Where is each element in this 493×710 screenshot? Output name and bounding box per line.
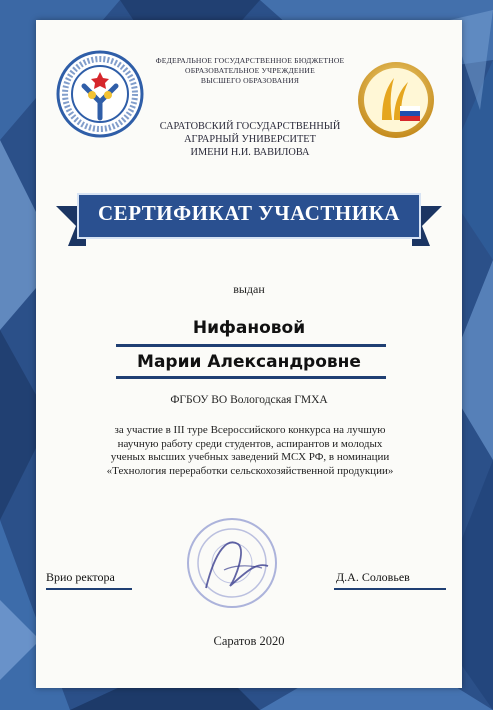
description-line-2: научную работу среди студентов, аспирантов и молодых: [117, 437, 383, 450]
handwritten-signature: [206, 542, 268, 588]
header-line-3: ВЫСШЕГО ОБРАЗОВАНИЯ: [200, 76, 300, 85]
name-underline-1: [116, 344, 386, 347]
name-underline-2: [116, 376, 386, 379]
name-signature-underline: [334, 588, 446, 590]
recipient-organization: ФГБОУ ВО Вологодская ГМХА: [170, 394, 328, 406]
university-line-3: ИМЕНИ Н.И. ВАВИЛОВА: [190, 147, 310, 158]
header-line-1: ФЕДЕРАЛЬНОЕ ГОСУДАРСТВЕННОЕ БЮДЖЕТНОЕ: [155, 56, 345, 65]
description-line-3: ученых высших учебных заведений МСХ РФ, в номинации: [110, 451, 390, 463]
description-line-1: за участие в III туре Всероссийского конкурса на лучшую: [114, 424, 386, 436]
university-name: [136, 120, 364, 159]
university-emblem-icon: [56, 50, 144, 138]
signatory-role: Врио ректора: [46, 570, 115, 584]
signatory-name: Д.А. Соловьев: [336, 570, 410, 584]
university-line-2: АГРАРНЫЙ УНИВЕРСИТЕТ: [184, 134, 316, 145]
description-line-4: «Технология переработки сельскохозяйственной продукции»: [106, 464, 394, 477]
wheat-emblem-icon: [356, 60, 436, 140]
header-line-2: ОБРАЗОВАТЕЛЬНОЕ УЧРЕЖДЕНИЕ: [185, 66, 315, 75]
recipient-given-name: Марии Александровне: [137, 352, 361, 372]
award-description: [54, 424, 446, 478]
certificate-title: СЕРТИФИКАТ УЧАСТНИКА: [98, 201, 400, 225]
issued-label: выдан: [233, 282, 265, 296]
role-underline: [46, 588, 132, 590]
certificate-paper: [36, 20, 462, 688]
recipient-surname: Нифановой: [192, 318, 306, 338]
institution-type: [136, 56, 364, 86]
official-stamp: [176, 508, 296, 618]
place-and-year: Саратов 2020: [213, 634, 285, 648]
university-line-1: САРАТОВСКИЙ ГОСУДАРСТВЕННЫЙ: [159, 121, 341, 132]
